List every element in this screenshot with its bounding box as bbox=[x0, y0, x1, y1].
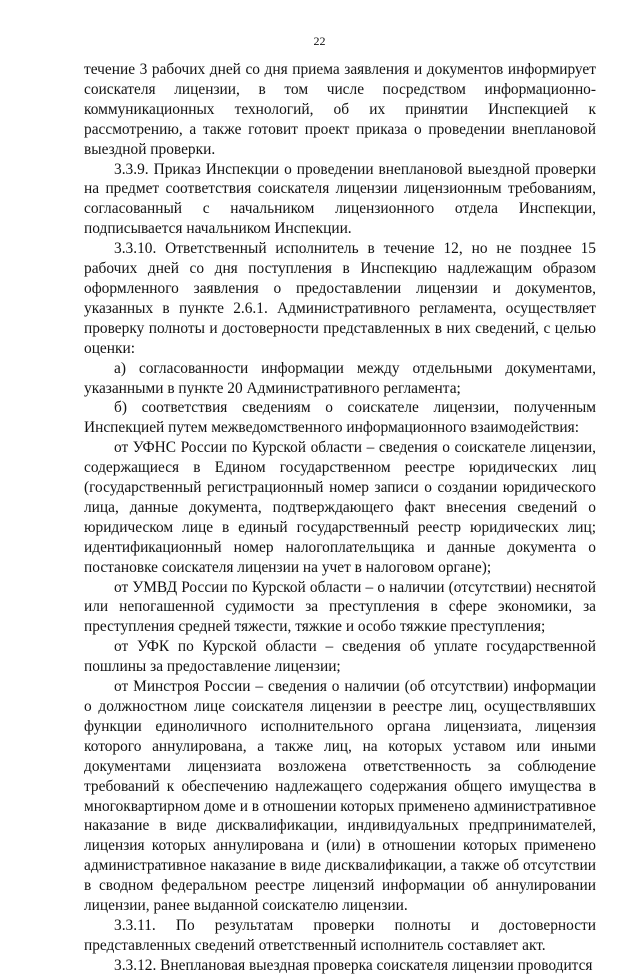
paragraph: 3.3.11. По результатам проверки полноты и достоверности представленных сведений ответственный исполнитель составляет акт. bbox=[84, 916, 596, 954]
paragraph: 3.3.10. Ответственный исполнитель в течение 12, но не позднее 15 рабочих дней со дня поступления в Инспекцию надлежащим образом оформленного заявления о предоставлении лицензии и документов, указанных в пункте 2.6.1. Административного регламента, осуществляет проверку полноты и достоверности представленных в них сведений, с целью оценки: bbox=[84, 240, 596, 357]
paragraph: от УМВД России по Курской области – о наличии (отсутствии) неснятой или непогашенной судимости за преступления в сфере экономики, за преступления средней тяжести, тяжкие и особо тяжкие преступления; bbox=[84, 578, 596, 636]
page-number: 22 bbox=[313, 34, 326, 48]
paragraph: от Минстроя России – сведения о наличии (об отсутствии) информации о должностном лице соискателя лицензии в реестре лиц, осуществлявших функции единоличного исполнительного органа лицензиата, лицензия которого аннулирована, а также лиц, на которых уставом или иными документами лицензиата возложена ответственность за соблюдение требований к обеспечению надлежащего содержания общего имущества в многоквартирном доме и в отношении которых применено административное наказание в виде дисквалификации, индивидуальных предпринимателей, лицензия которых аннулирована и (или) в отношении которых применено административное наказание в виде дисквалификации, а также об отсутствии в сводном федеральном реестре лицензий информации об аннулировании лицензии, ранее выданной соискателю лицензии. bbox=[84, 678, 597, 915]
paragraph: от УФНС России по Курской области – сведения о соискателе лицензии, содержащиеся в Едином государственном реестре юридических лиц (государственный регистрационный номер записи о создании юридического лица, данные документа, подтверждающего факт внесения сведений о юридическом лице в единый государственный реестр юридических лиц; идентификационный номер налогоплательщика и данные документа о постановке соискателя лицензии на учет в налоговом органе); bbox=[84, 439, 596, 576]
paragraph: от УФК по Курской области – сведения об уплате государственной пошлины за предоставление лицензии; bbox=[84, 638, 596, 676]
paragraph: б) соответствия сведениям о соискателе лицензии, полученным Инспекцией путем межведомственного информационного взаимодействия: bbox=[84, 399, 596, 437]
paragraph: а) согласованности информации между отдельными документами, указанными в пункте 20 Административного регламента; bbox=[84, 359, 596, 397]
paragraph: 3.3.12. Внеплановая выездная проверка соискателя лицензии проводится bbox=[114, 956, 593, 974]
paragraph: течение 3 рабочих дней со дня приема заявления и документов информирует соискателя лицензии, в том числе посредством информационно-коммуникационных технологий, об их принятии Инспекцией к рассмотрению, а также готовит проект приказа о проведении внеплановой выездной проверки. bbox=[84, 61, 596, 158]
document-body bbox=[84, 60, 596, 976]
paragraph: 3.3.9. Приказ Инспекции о проведении внеплановой выездной проверки на предмет соответствия соискателя лицензии лицензионным требованиям, согласованный с начальником лицензионного отдела Инспекции, подписывается начальником Инспекции. bbox=[84, 160, 596, 238]
